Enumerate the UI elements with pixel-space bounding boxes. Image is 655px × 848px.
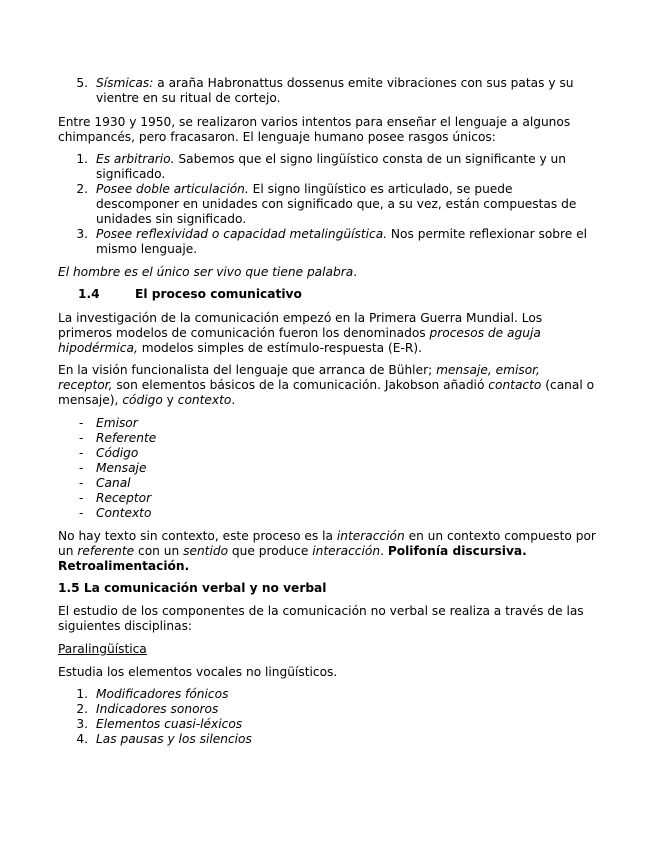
list-item-text: Receptor — [96, 491, 152, 505]
text-run: . — [231, 393, 236, 407]
list-item-term: Posee doble articulación. — [96, 182, 249, 196]
list-item — [58, 76, 597, 106]
list-number: 5. — [76, 76, 88, 90]
list-item-term: Sísmicas: — [96, 76, 154, 90]
dash-bullet: - — [79, 476, 84, 490]
paragraph-estudio: El estudio de los componentes de la comunicación no verbal se realiza a través de las siguientes disciplinas: — [58, 604, 584, 633]
paralinguistica-title: Paralingüística — [58, 642, 147, 656]
paragraph-chimpances: Entre 1930 y 1950, se realizaron varios intentos para enseñar el lenguaje a algunos chimpancés, pero fracasaron. El lenguaje humano posee rasgos únicos: — [58, 115, 571, 144]
section-heading-1-4 — [58, 287, 597, 302]
section-title: El proceso comunicativo — [135, 287, 302, 301]
list-item — [58, 227, 597, 257]
list-item-text: Indicadores sonoros — [96, 702, 219, 716]
list-item — [58, 182, 597, 227]
list-item — [58, 431, 597, 446]
list-item-text — [96, 182, 597, 227]
text-run: en un contexto compuesto por un — [58, 529, 596, 558]
list-item-text: Mensaje — [96, 461, 147, 475]
list-number: 4. — [76, 732, 88, 746]
list-item — [58, 461, 597, 476]
list-item — [58, 702, 597, 717]
text-run-italic: interacción — [336, 529, 405, 543]
list-item — [58, 732, 597, 747]
text-run: La investigación de la comunicación empezó en la Primera Guerra Mundial. Los primeros modelos de comunicación fueron los denominados — [58, 311, 543, 340]
dash-bullet: - — [79, 446, 84, 460]
list-item-term: Es arbitrario. — [96, 152, 175, 166]
list-number: 1. — [76, 152, 88, 166]
section-heading-1-5: 1.5 La comunicación verbal y no verbal — [58, 581, 327, 595]
paralinguistica-list — [58, 687, 597, 747]
list-item-description: Sabemos que el signo lingüístico consta de un significante y un significado. — [96, 152, 567, 181]
list-item-text: Emisor — [96, 416, 138, 430]
text-run: modelos simples de estímulo-respuesta (E-R). — [137, 341, 422, 355]
list-item-text: Contexto — [96, 506, 152, 520]
paragraph-buhler — [58, 363, 597, 408]
text-run: No hay texto sin contexto, este proceso es la — [58, 529, 337, 543]
dash-bullet: - — [79, 431, 84, 445]
list-item-text — [96, 76, 597, 106]
hombre-period: . — [353, 265, 358, 279]
text-run-italic: código — [122, 393, 163, 407]
text-run: con un — [134, 544, 184, 558]
list-item-description: El signo lingüístico es articulado, se puede descomponer en unidades con significado que, a su vez, están compuestas de unidades sin significado. — [96, 182, 577, 226]
dash-bullet: - — [79, 416, 84, 430]
list-item-text: Elementos cuasi-léxicos — [96, 717, 243, 731]
list-item — [58, 491, 597, 506]
list-item — [58, 687, 597, 702]
list-number: 2. — [76, 182, 88, 196]
paragraph-investigacion — [58, 311, 597, 356]
text-run: En la visión funcionalista del lenguaje que arranca de Bühler; — [58, 363, 437, 377]
list-item — [58, 476, 597, 491]
list-item-description: a araña Habronattus dossenus emite vibraciones con sus patas y su vientre en su ritual de cortejo. — [96, 76, 574, 105]
signal-types-list-continued — [58, 76, 597, 106]
paragraph-hombre — [58, 265, 597, 280]
list-item-text: Canal — [96, 476, 131, 490]
list-item-text: Las pausas y los silencios — [96, 732, 252, 746]
text-run: (canal o mensaje), — [58, 378, 595, 407]
text-run-bold: Polifonía discursiva. Retroalimentación. — [58, 544, 527, 573]
list-item-text — [96, 152, 597, 182]
dash-bullet: - — [79, 461, 84, 475]
list-item — [58, 506, 597, 521]
list-item-text: Referente — [96, 431, 157, 445]
list-item-description: Nos permite reflexionar sobre el mismo lenguaje. — [96, 227, 588, 256]
dash-bullet: - — [79, 491, 84, 505]
list-item-term: Posee reflexividad o capacidad metalingüística. — [96, 227, 388, 241]
list-item-text — [96, 227, 597, 257]
list-number: 3. — [76, 227, 88, 241]
text-run-italic: interacción — [312, 544, 381, 558]
list-number: 2. — [76, 702, 88, 716]
list-item-text: Modificadores fónicos — [96, 687, 229, 701]
text-run-italic: referente — [77, 544, 135, 558]
elementos-list — [58, 416, 597, 521]
text-run: son elementos básicos de la comunicación. Jakobson añadió — [112, 378, 489, 392]
text-run-italic: contacto — [488, 378, 542, 392]
text-run-italic: sentido — [183, 544, 229, 558]
list-number: 3. — [76, 717, 88, 731]
list-item — [58, 416, 597, 431]
list-item — [58, 446, 597, 461]
hombre-quote: El hombre es el único ser vivo que tiene palabra — [58, 265, 354, 279]
list-number: 1. — [76, 687, 88, 701]
text-run-italic: contexto — [177, 393, 232, 407]
paragraph-estudia: Estudia los elementos vocales no lingüísticos. — [58, 665, 338, 679]
text-run: . — [380, 544, 388, 558]
text-run-italic: procesos de aguja hipodérmica, — [58, 326, 541, 355]
section-number: 1.4 — [78, 287, 100, 301]
list-item-text: Código — [96, 446, 139, 460]
paragraph-contexto — [58, 529, 597, 574]
dash-bullet: - — [79, 506, 84, 520]
list-item — [58, 717, 597, 732]
list-item — [58, 152, 597, 182]
text-run-italic: mensaje, emisor, receptor, — [58, 363, 540, 392]
rasgos-list — [58, 152, 597, 257]
text-run: y — [162, 393, 178, 407]
text-run: que produce — [228, 544, 313, 558]
